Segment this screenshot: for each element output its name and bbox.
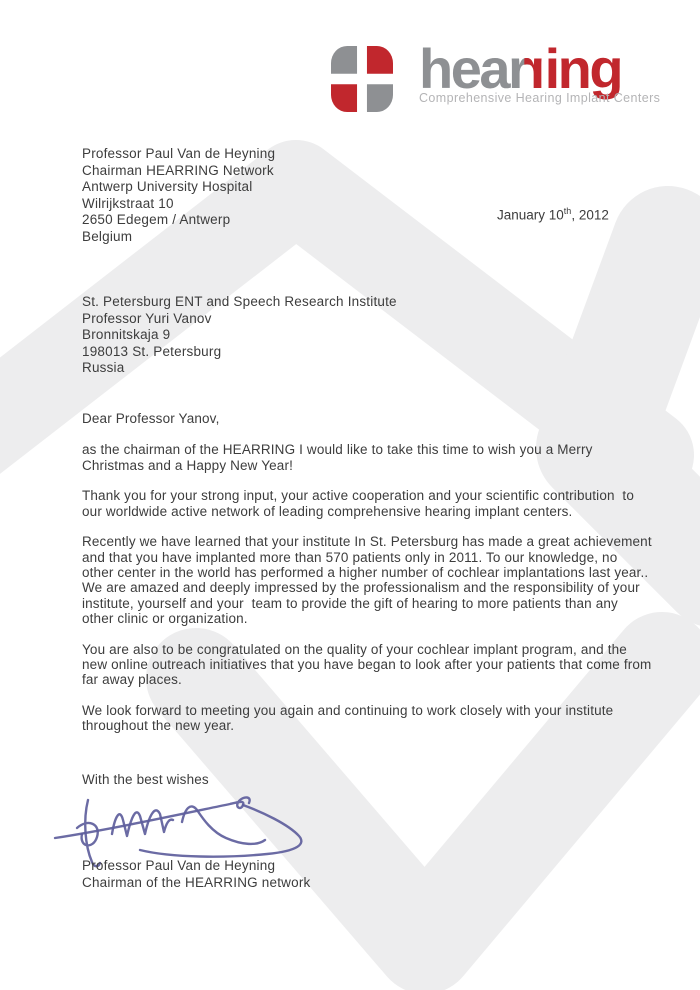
date-ordinal: th xyxy=(563,206,572,216)
paragraph-4 xyxy=(82,642,682,688)
recipient-line: 198013 St. Petersburg xyxy=(82,343,222,359)
body-line: other center in the world has performed a higher number of cochlear implantations last year.. xyxy=(82,565,649,581)
body-line: Recently we have learned that your institute In St. Petersburg has made a great achievement xyxy=(82,534,652,550)
wordmark-mirrored-r: r xyxy=(526,37,546,100)
sender-line: Chairman HEARRING Network xyxy=(82,162,274,178)
paragraph-1 xyxy=(82,442,682,473)
logo-text xyxy=(419,37,661,105)
body-line: Thank you for your strong input, your active cooperation and your scientific contribution to xyxy=(82,488,634,504)
date-line xyxy=(497,206,609,223)
body-line: new online outreach initiatives that you have began to look after your patients that come from xyxy=(82,657,652,673)
wordmark-hear: hear xyxy=(419,37,528,100)
wordmark-ing: ing xyxy=(544,37,622,100)
recipient-line: St. Petersburg ENT and Speech Research Institute xyxy=(82,294,397,309)
sender-line: 2650 Edegem / Antwerp xyxy=(82,212,231,228)
paragraph-5 xyxy=(82,703,682,734)
signature-name: Professor Paul Van de Heyning xyxy=(82,858,276,873)
body-line: throughout the new year. xyxy=(82,718,235,734)
body-line: and that you have implanted more than 570 patients only in 2011. To our knowledge, no xyxy=(82,549,618,565)
hearring-logo-icon xyxy=(331,46,393,112)
sender-line: Belgium xyxy=(82,228,133,244)
letter-body xyxy=(82,411,682,787)
recipient-address-block xyxy=(82,294,397,377)
date-prefix: January 10 xyxy=(497,207,564,223)
logo-tagline: Comprehensive Hearing Implant Centers xyxy=(419,90,661,105)
date-suffix: , 2012 xyxy=(571,207,609,223)
body-line: You are also to be congratulated on the quality of your cochlear implant program, and the xyxy=(82,641,627,657)
body-line: institute, yourself and your team to provide the gift of hearing to more patients than any xyxy=(82,595,618,611)
body-line: as the chairman of the HEARRING I would like to take this time to wish you a Merry xyxy=(82,442,593,458)
salutation: Dear Professor Yanov, xyxy=(82,411,220,426)
recipient-line: Russia xyxy=(82,360,125,376)
body-line: Christmas and a Happy New Year! xyxy=(82,457,294,473)
body-line: other clinic or organization. xyxy=(82,610,248,626)
body-line: our worldwide active network of leading comprehensive hearing implant centers. xyxy=(82,503,573,519)
paragraph-2 xyxy=(82,488,682,519)
recipient-line: Bronnitskaja 9 xyxy=(82,327,171,343)
sender-line: Wilrijkstraat 10 xyxy=(82,195,174,211)
body-line: We look forward to meeting you again and continuing to work closely with your institute xyxy=(82,703,614,719)
sender-line: Antwerp University Hospital xyxy=(82,179,253,195)
signature-name-block xyxy=(82,858,310,891)
body-line: far away places. xyxy=(82,672,182,688)
sender-line: Professor Paul Van de Heyning xyxy=(82,146,276,161)
sender-address-block xyxy=(82,146,275,246)
hearring-logo xyxy=(331,37,661,112)
paragraph-3 xyxy=(82,534,682,626)
closing-line: With the best wishes xyxy=(82,771,209,787)
recipient-line: Professor Yuri Vanov xyxy=(82,310,212,326)
body-line: We are amazed and deeply impressed by the professionalism and the responsibility of your xyxy=(82,580,640,596)
signature-title: Chairman of the HEARRING network xyxy=(82,874,311,890)
